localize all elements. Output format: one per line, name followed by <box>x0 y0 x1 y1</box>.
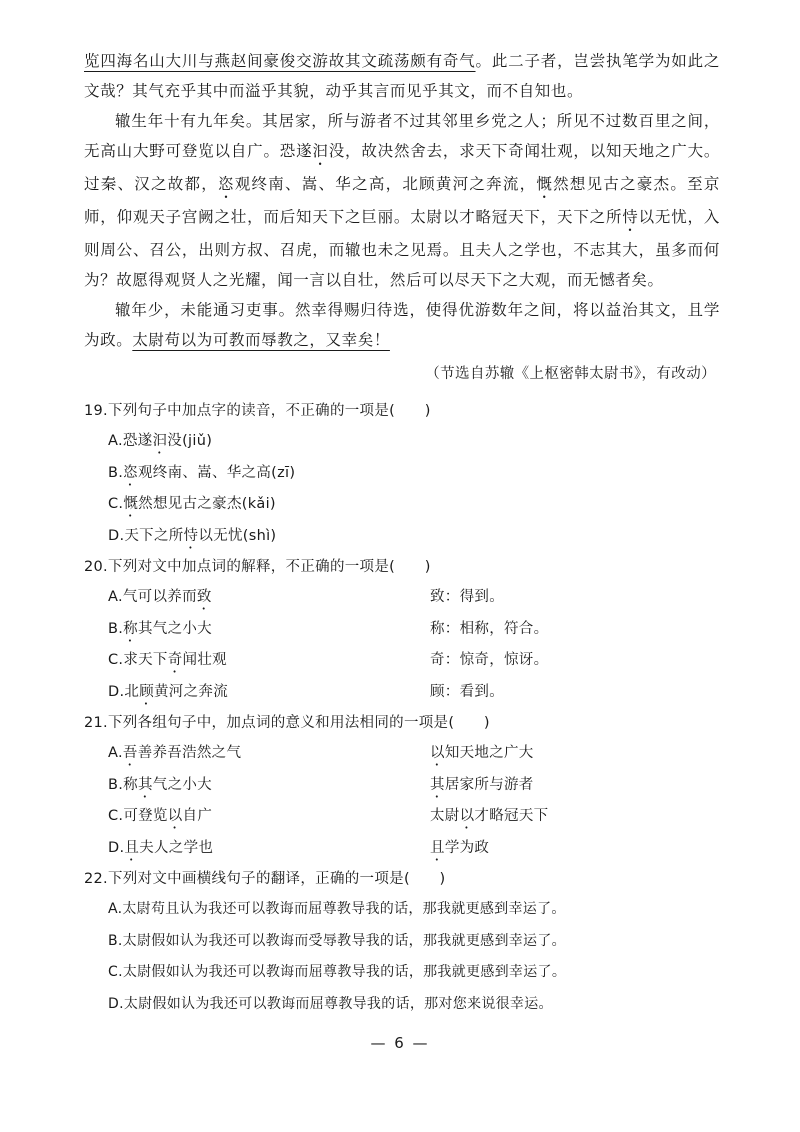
question-19 <box>84 396 724 552</box>
option-d[interactable]: D.北顾黄河之奔流 顾：看到。 <box>84 677 724 709</box>
option-d[interactable]: D.且夫人之学也 且学为政 <box>108 839 490 856</box>
passage-paragraph-1: 览四海名山大川与燕赵间豪俊交游故其文疏荡颇有奇气。此二子者，岂尝执笔学为如此之文哉？其气充乎其中而溢乎其貌，动乎其言而见乎其文，而不自知也。 <box>84 52 720 100</box>
option-gloss: 称：相称，符合。 <box>430 620 549 637</box>
dotted-char: 慨 <box>536 175 554 193</box>
option-a[interactable]: A.太尉苟且认为我还可以教诲而屈尊教导我的话，那我就更感到幸运了。 <box>108 901 566 917</box>
passage-source: （节选自苏辙《上枢密韩太尉书》，有改动） <box>425 366 716 382</box>
option-d[interactable]: D.天下之所 恃 以无忧(shì) <box>108 527 277 544</box>
underlined-phrase: 览四海名山大川与燕赵间豪俊交游故其文疏荡颇有奇气 <box>84 52 476 70</box>
option-gloss: 奇：惊奇，惊讶。 <box>430 652 549 668</box>
option-b[interactable]: B.称其气之小大 其居家所与游者 <box>108 776 534 793</box>
passage-paragraph-2: 辙生年十有九年矣。其居家，所与游者不过其邻里乡党之人；所见不过数百里之间，无高山大野可登览以自广。恐遂汩没，故决然舍去，求天下奇闻壮观，以知天地之广大。过秦、汉之故都，恣观终南、嵩、华之高，北顾黄河之奔流，慨然想见古之豪杰。至京师，仰观天子宫阙之壮，而后知天下之巨丽。太尉以才略冠天下，天下之所恃以无忧，入则周公、召公，出则方叔、召虎，而辙也未之见焉。且夫人之学也，不志其大，虽多而何为？故愿得观贤人之光耀，闻一言以自壮，然后可以尽天下之大观，而无憾者矣。 <box>84 112 721 289</box>
option-a[interactable]: A.吾善养吾浩然之气 以知天地之广大 <box>108 745 534 761</box>
underlined-sentence: 太尉苟以为可教而辱教之，又幸矣！ <box>132 331 390 349</box>
page-number: — 6 — <box>370 1034 430 1052</box>
option-b[interactable]: B.称其气之小大 称：相称，符合。 <box>84 614 724 646</box>
passage-paragraph-3: 辙年少，未能通习吏事。然幸得赐归待选，使得优游数年之间，将以益治其文，且学为政。太尉苟以为可教而辱教之，又幸矣！ <box>84 301 720 349</box>
dotted-char: 汩 <box>312 142 329 160</box>
dotted-char: 恃 <box>622 208 639 226</box>
question-list <box>84 396 724 1020</box>
question-20 <box>84 552 724 708</box>
option-d[interactable]: D.太尉假如认为我还可以教诲而屈尊教导我的话，那对您来说很幸运。 <box>108 995 553 1012</box>
option-c[interactable]: C.可登览以自广 太尉以才略冠天下 <box>108 808 549 824</box>
option-b[interactable]: B. 恣 观终南、嵩、华之高(zī) <box>108 464 296 481</box>
option-a[interactable]: A.恐遂 汩 没(jiǔ) <box>108 433 213 449</box>
option-a[interactable]: A.气可以养而致 致：得到。 <box>84 582 724 614</box>
option-c[interactable]: C.太尉假如认为我还可以教诲而屈尊教导我的话，那我就更感到幸运了。 <box>108 964 567 980</box>
option-c[interactable]: C. 慨 然想见古之豪杰(kǎi) <box>108 496 276 512</box>
question-title: 22.下列对文中画横线句子的翻译，正确的一项是( ) <box>84 871 446 887</box>
dotted-char: 恣 <box>218 175 235 193</box>
option-c[interactable]: C.求天下奇闻壮观 奇：惊奇，惊讶。 <box>84 645 724 677</box>
question-21 <box>84 708 724 864</box>
question-title: 21.下列各组句子中，加点词的意义和用法相同的一项是( ) <box>84 715 490 731</box>
option-gloss: 致：得到。 <box>430 589 504 605</box>
question-title: 20.下列对文中加点词的解释，不正确的一项是( ) <box>84 559 431 575</box>
option-gloss: 顾：看到。 <box>430 683 504 700</box>
option-b[interactable]: B.太尉假如认为我还可以教诲而受辱教导我的话，那我就更感到幸运了。 <box>108 932 566 949</box>
question-22 <box>84 864 724 1020</box>
reading-passage <box>84 46 720 355</box>
question-title: 19.下列句子中加点字的读音，不正确的一项是( ) <box>84 403 431 419</box>
